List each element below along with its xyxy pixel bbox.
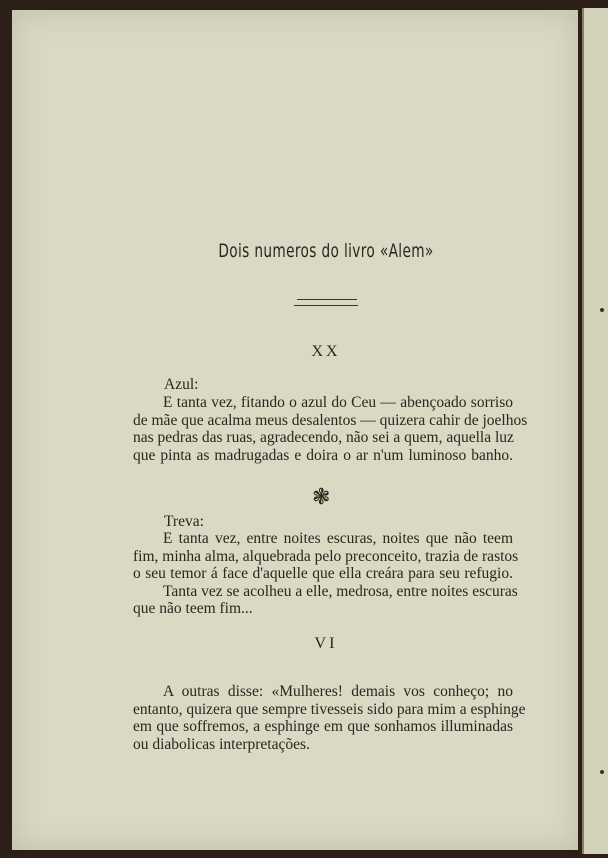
- text-line: que pinta as madrugadas e doira o ar n'um luminoso banho.: [133, 446, 513, 464]
- text-line: A outras disse: «Mulheres! demais vos conheço; no: [163, 683, 513, 700]
- treva-label: Treva:: [164, 513, 204, 530]
- azul-label: Azul:: [164, 376, 199, 393]
- text-line: E tanta vez, entre noites escuras, noites que não teem: [163, 530, 513, 547]
- vi-paragraph: [133, 683, 526, 753]
- title-rule-bottom: [294, 305, 358, 306]
- text-line: E tanta vez, fitando o azul do Ceu — abençoado sorriso: [163, 394, 513, 411]
- edge-mark: [600, 308, 604, 312]
- title-rule-top: [297, 299, 357, 300]
- section-heading-xx: XX: [311, 343, 341, 360]
- next-page-edge: [582, 8, 608, 854]
- text-line: que não teem fim...: [133, 600, 253, 617]
- text-line: o seu temor á face d'aquelle que ella creára para seu refugio.: [133, 565, 513, 582]
- text-line: em que soffremos, a esphinge em que sonhamos illuminadas: [133, 718, 513, 735]
- text-line: de mãe que acalma meus desalentos — quizera cahir de joelhos: [133, 411, 528, 429]
- treva-paragraph: [133, 530, 519, 618]
- edge-mark: [600, 770, 604, 774]
- azul-paragraph: [133, 394, 528, 464]
- text-line: entanto, quizera que sempre tivesseis sido para mim a esphinge: [133, 700, 526, 718]
- text-line: fim, minha alma, alquebrada pelo preconceito, trazia de rastos: [133, 547, 519, 565]
- text-line: Tanta vez se acolheu a elle, medrosa, entre noites escuras: [163, 582, 518, 600]
- text-line: nas pedras das ruas, agradecendo, não sei a quem, aquella luz: [133, 429, 514, 446]
- page-title: Dois numeros do livro «Alem»: [218, 240, 434, 262]
- section-heading-vi: VI: [314, 635, 338, 652]
- ornament-flower: ❃: [312, 484, 331, 509]
- text-line: ou diabolicas interpretações.: [133, 735, 310, 753]
